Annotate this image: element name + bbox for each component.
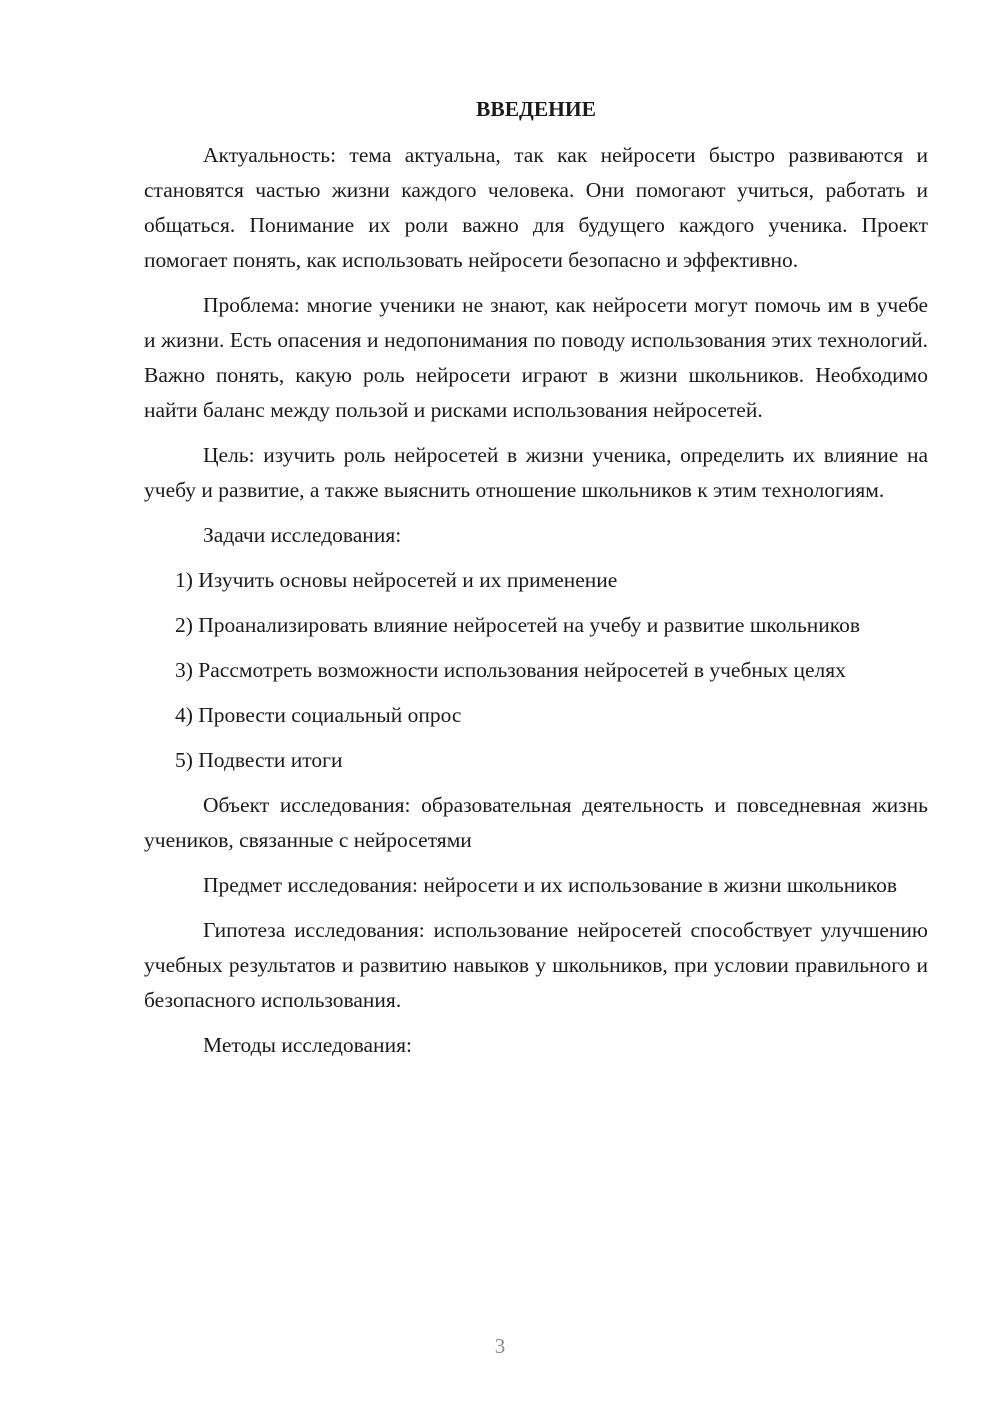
task-item: 5) Подвести итоги	[175, 748, 343, 772]
task-item: 4) Провести социальный опрос	[175, 703, 462, 727]
paragraph-tasks-heading: Задачи исследования:	[203, 523, 402, 547]
task-item: 1) Изучить основы нейросетей и их применение	[175, 568, 618, 592]
paragraph-relevance: Актуальность: тема актуальна, так как нейросети быстро развиваются и становятся частью жизни каждого человека. Они помогают учиться, работать и общаться. Понимание их роли важно для будущего каждого ученика. Проект помогает понять, как использовать нейросети безопасно и эффективно.	[144, 143, 928, 272]
paragraph-hypothesis: Гипотеза исследования: использование нейросетей способствует улучшению учебных результатов и развитию навыков у школьников, при условии правильного и безопасного использования.	[144, 918, 928, 1012]
page-content	[144, 92, 928, 1073]
task-item: 3) Рассмотреть возможности использования нейросетей в учебных целях	[175, 658, 846, 682]
page-number: 3	[494, 1334, 506, 1358]
paragraph-goal: Цель: изучить роль нейросетей в жизни ученика, определить их влияние на учебу и развитие, а также выяснить отношение школьников к этим технологиям.	[144, 443, 928, 502]
task-item: 2) Проанализировать влияние нейросетей на учебу и развитие школьников	[175, 613, 861, 637]
section-title: ВВЕДЕНИЕ	[476, 97, 596, 121]
paragraph-subject: Предмет исследования: нейросети и их использование в жизни школьников	[203, 873, 898, 897]
paragraph-object: Объект исследования: образовательная деятельность и повседневная жизнь учеников, связанные с нейросетями	[144, 793, 928, 852]
paragraph-methods: Методы исследования:	[203, 1033, 412, 1057]
paragraph-problem: Проблема: многие ученики не знают, как нейросети могут помочь им в учебе и жизни. Есть опасения и недопонимания по поводу использования этих технологий. Важно понять, какую роль нейросети играют в жизни школьников. Необходимо найти баланс между пользой и рисками использования нейросетей.	[144, 293, 928, 422]
